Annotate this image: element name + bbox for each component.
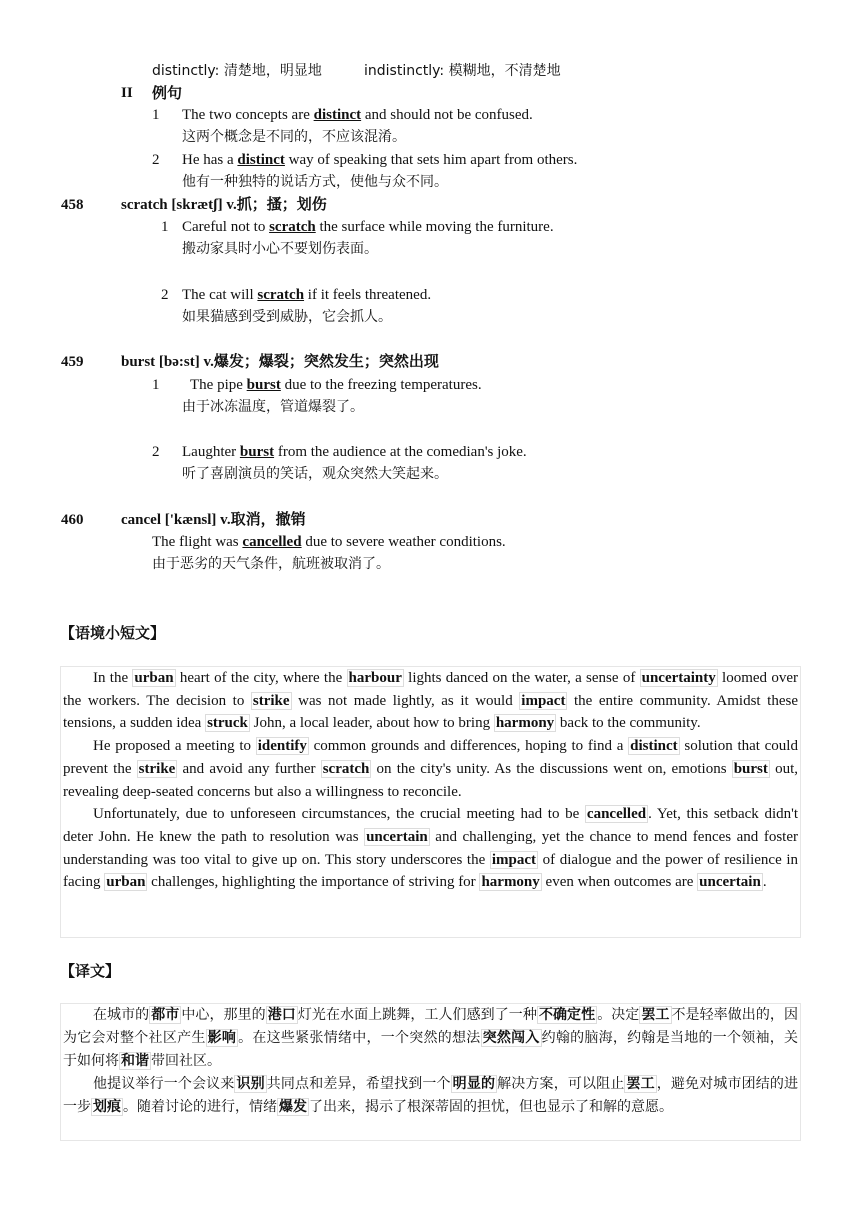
example-translation: 搬动家具时小心不要划伤表面。 — [182, 241, 378, 257]
text-run: 。决定 — [597, 1007, 640, 1023]
keyword: 罢工 — [626, 1076, 655, 1092]
section-numeral: II — [121, 85, 133, 101]
example-translation: 这两个概念是不同的，不应该混淆。 — [182, 129, 406, 145]
text-run: In the — [93, 670, 133, 686]
text-run: challenges, highlighting the importance of striving for — [147, 874, 480, 891]
keyword: 和谐 — [121, 1053, 149, 1069]
story-paragraph — [63, 667, 798, 735]
keyword: 突然闯入 — [482, 1030, 540, 1046]
keyword: 识别 — [236, 1076, 265, 1092]
antonym-line-right: indistinctly: 模糊地，不清楚地 — [364, 63, 561, 79]
keyword: uncertainty — [641, 670, 716, 686]
translation-title: 【译文】 — [60, 962, 121, 980]
entry-headword: scratch [skrætʃ] v.抓；搔；划伤 — [121, 197, 327, 213]
keyword: urban — [106, 874, 146, 891]
example-translation: 由于恶劣的天气条件，航班被取消了。 — [152, 556, 390, 572]
example-number: 1 — [161, 219, 169, 235]
example-sentence: Laughter burst from the audience at the comedian's joke. — [182, 444, 527, 460]
text-run: ，避免对城市团结的进一步 — [63, 1076, 799, 1115]
text-run: heart of the city, where the — [175, 670, 347, 686]
entry-number: 460 — [61, 512, 84, 528]
text-run: back to the community. — [556, 715, 701, 732]
text-run: 共同点和差异，希望找到一个 — [266, 1076, 451, 1092]
text-run: the entire community. Amidst these tensions, a sudden idea — [63, 692, 798, 732]
example-sentence: Careful not to scratch the surface while moving the furniture. — [182, 219, 554, 235]
entry-headword: burst [bə:st] v.爆发；爆裂；突然发生；突然出现 — [121, 354, 439, 370]
text-run: He proposed a meeting to — [93, 738, 256, 755]
text-run: Unfortunately, due to unforeseen circumstances, the crucial meeting had to be — [93, 806, 585, 823]
keyword: 都市 — [151, 1007, 180, 1023]
text-run: . Yet, this setback didn't deter John. He knew the path to resolution was — [63, 806, 798, 845]
keyword: harbour — [348, 670, 402, 686]
keyword: 划痕 — [93, 1099, 121, 1115]
keyword: identify — [257, 738, 307, 755]
keyword: cancelled — [586, 806, 647, 823]
entry-headword: cancel ['kænsl] v.取消，撤销 — [121, 512, 306, 528]
example-translation: 他有一种独特的说话方式，使他与众不同。 — [182, 174, 448, 190]
text-run: on the city's unity. As the discussions went on, emotions — [371, 760, 732, 777]
entry-number: 458 — [61, 197, 84, 213]
story-box — [60, 666, 801, 938]
keyword: distinct — [630, 738, 678, 755]
keyword: 罢工 — [641, 1007, 670, 1023]
keyword: strike — [138, 760, 176, 777]
text-run: was not made lightly, as it would — [291, 692, 520, 709]
example-number: 2 — [152, 444, 160, 460]
text-run: solution that could prevent the — [63, 738, 798, 777]
text-run: even when outcomes are — [541, 874, 698, 891]
keyword: burst — [733, 760, 768, 777]
text-run: 在城市的 — [93, 1007, 150, 1023]
story-paragraph — [63, 735, 798, 803]
story-title: 【语境小短文】 — [60, 624, 166, 642]
translation-box — [60, 1003, 801, 1141]
text-run: of dialogue and the power of resilience in facing — [63, 851, 798, 891]
example-number: 1 — [152, 377, 160, 393]
text-run: and avoid any further — [177, 760, 321, 777]
story-paragraph — [63, 803, 798, 894]
keyword: urban — [134, 670, 174, 686]
keyword: struck — [207, 715, 248, 732]
example-number: 2 — [152, 152, 160, 168]
keyword: impact — [521, 692, 566, 709]
keyword: harmony — [481, 874, 540, 891]
text-run: common grounds and differences, hoping to find a — [308, 738, 629, 755]
keyword: 港口 — [267, 1007, 296, 1023]
text-run: 解决方案，可以阻止 — [497, 1076, 625, 1092]
text-run: 他提议举行一个会议来 — [93, 1076, 235, 1092]
example-sentence: The two concepts are distinct and should not be confused. — [182, 107, 533, 123]
example-sentence: The flight was cancelled due to severe weather conditions. — [152, 534, 506, 550]
keyword: 影响 — [207, 1030, 237, 1046]
keyword: uncertain — [366, 828, 428, 845]
text-run: 不是轻率做出的，因为它会对整个社区产生 — [63, 1007, 798, 1046]
text-run: and challenging, yet the chance to mend fences and foster understanding was too vital to give up on. This story underscores the — [63, 828, 798, 868]
text-run: 。在这些紧张情绪中，一个突然的想法 — [238, 1030, 481, 1046]
text-run: . — [762, 874, 767, 891]
example-sentence: The pipe burst due to the freezing temperatures. — [190, 377, 482, 393]
example-translation: 由于冰冻温度，管道爆裂了。 — [182, 399, 364, 415]
keyword: 爆发 — [279, 1099, 307, 1115]
example-number: 2 — [161, 287, 169, 303]
antonym-line-left: distinctly: 清楚地，明显地 — [152, 63, 322, 79]
text-run: 。随着讨论的进行，情绪 — [123, 1099, 277, 1115]
text-run: John, a local leader, about how to bring — [249, 715, 494, 732]
keyword: strike — [252, 692, 290, 709]
text-run: lights danced on the water, a sense of — [403, 670, 640, 686]
example-sentence: He has a distinct way of speaking that sets him apart from others. — [182, 152, 578, 168]
text-run: out, revealing deep-seated concerns but also a willingness to reconcile. — [63, 760, 799, 800]
keyword: uncertain — [699, 874, 761, 891]
text-run: 了出来，揭示了根深蒂固的担忧，但也显示了和解的意愿。 — [309, 1099, 673, 1115]
entry-number: 459 — [61, 354, 84, 370]
text-run: 带回社区。 — [151, 1053, 221, 1069]
translation-paragraph — [63, 1004, 798, 1073]
text-run: 中心，那里的 — [181, 1007, 266, 1023]
translation-paragraph — [63, 1073, 798, 1119]
keyword: impact — [491, 851, 537, 868]
keyword: 不确定性 — [538, 1007, 596, 1023]
section-label: 例句 — [152, 84, 183, 102]
text-run: 灯光在水面上跳舞，工人们感到了一种 — [297, 1007, 537, 1023]
keyword: 明显的 — [452, 1076, 496, 1092]
example-sentence: The cat will scratch if it feels threatened. — [182, 287, 432, 303]
text-run: loomed over the workers. The decision to — [63, 670, 798, 709]
example-translation: 如果猫感到受到威胁，它会抓人。 — [182, 309, 392, 325]
keyword: scratch — [322, 760, 370, 777]
example-number: 1 — [152, 107, 160, 123]
text-run: 约翰的脑海，约翰是当地的一个领袖，关于如何将 — [63, 1030, 799, 1069]
example-translation: 听了喜剧演员的笑话，观众突然大笑起来。 — [182, 466, 448, 482]
keyword: harmony — [495, 715, 555, 732]
